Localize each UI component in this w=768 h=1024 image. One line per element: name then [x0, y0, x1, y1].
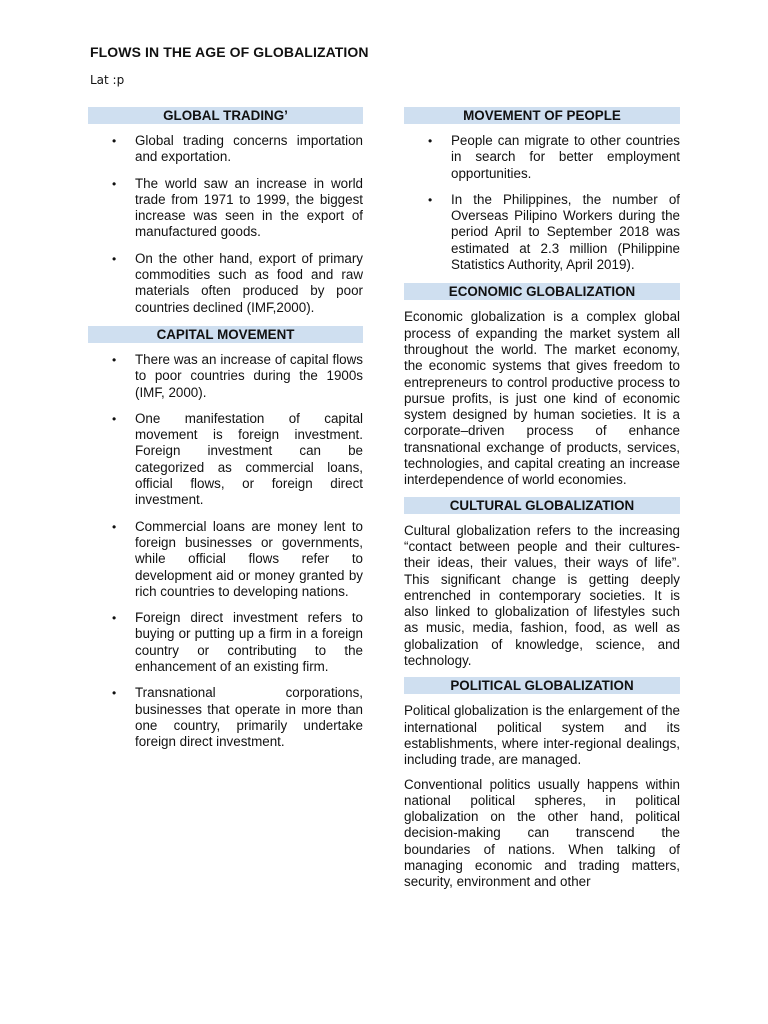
list-item: • There was an increase of capital flows to poor countries during the 1900s (IMF, 2000).	[88, 352, 363, 401]
list-item: • In the Philippines, the number of Overseas Pilipino Workers during the period April to September 2018 was estimated at 2.3 million (Philippine Statistics Authority, April 2019).	[404, 192, 680, 273]
left-column	[88, 107, 363, 761]
political-globalization-paragraph: Conventional politics usually happens within national political spheres, in political globalization on the other hand, political decision-making can transcend the boundaries of nations. When talking of managing economic and trading matters, security, environment and other	[404, 776, 680, 890]
economic-globalization-paragraph: Economic globalization is a complex global process of expanding the market system all throughout the world. The market economy, the economic systems that gives freedom to entrepreneurs to control productive process to pursue profits, is just one kind of economic system designed by human societies. It is a corporate–driven process of enhance transnational exchange of products, services, technologies, and capital creating an increase interdependence of world economies.	[404, 309, 680, 488]
page-title: FLOWS IN THE AGE OF GLOBALIZATION	[90, 44, 369, 60]
capital-movement-list	[88, 352, 363, 751]
list-item: • Transnational corporations, businesses that operate in more than one country, primarily undertake foreign direct investment.	[88, 685, 363, 750]
section-heading-global-trading: GLOBAL TRADING’	[88, 107, 363, 124]
section-heading-capital-movement: CAPITAL MOVEMENT	[88, 326, 363, 343]
section-heading-political-globalization: POLITICAL GLOBALIZATION	[404, 677, 680, 694]
right-column	[404, 107, 680, 899]
page-subtitle: Lat :p	[90, 73, 125, 87]
list-item: • Global trading concerns importation and exportation.	[88, 133, 363, 166]
section-heading-economic-globalization: ECONOMIC GLOBALIZATION	[404, 283, 680, 300]
list-item: • Commercial loans are money lent to foreign businesses or governments, while official flows refer to development aid or money granted by rich countries to developing nations.	[88, 519, 363, 600]
global-trading-list	[88, 133, 363, 316]
section-heading-cultural-globalization: CULTURAL GLOBALIZATION	[404, 497, 680, 514]
list-item: • People can migrate to other countries in search for better employment opportunities.	[404, 133, 680, 182]
movement-of-people-list	[404, 133, 680, 273]
list-item: • One manifestation of capital movement is foreign investment. Foreign investment can be categorized as commercial loans, official flows, or foreign direct investment.	[88, 411, 363, 509]
political-globalization-paragraph: Political globalization is the enlargement of the international political system and its establishments, where inter-regional dealings, including trade, are managed.	[404, 703, 680, 768]
list-item: • On the other hand, export of primary commodities such as food and raw materials often produced by poor countries declined (IMF,2000).	[88, 251, 363, 316]
cultural-globalization-paragraph: Cultural globalization refers to the increasing “contact between people and their cultures- their ideas, their values, their ways of life”. This significant change is getting deeply entrenched in contemporary societies. It is also linked to globalization of lifestyles such as music, media, fashion, food, as well as globalization of knowledge, science, and technology.	[404, 522, 680, 669]
section-heading-movement-of-people: MOVEMENT OF PEOPLE	[404, 107, 680, 124]
list-item: • The world saw an increase in world trade from 1971 to 1999, the biggest increase was seen in the export of manufactured goods.	[88, 176, 363, 241]
list-item: • Foreign direct investment refers to buying or putting up a firm in a foreign country or contributing to the enhancement of an existing firm.	[88, 610, 363, 675]
